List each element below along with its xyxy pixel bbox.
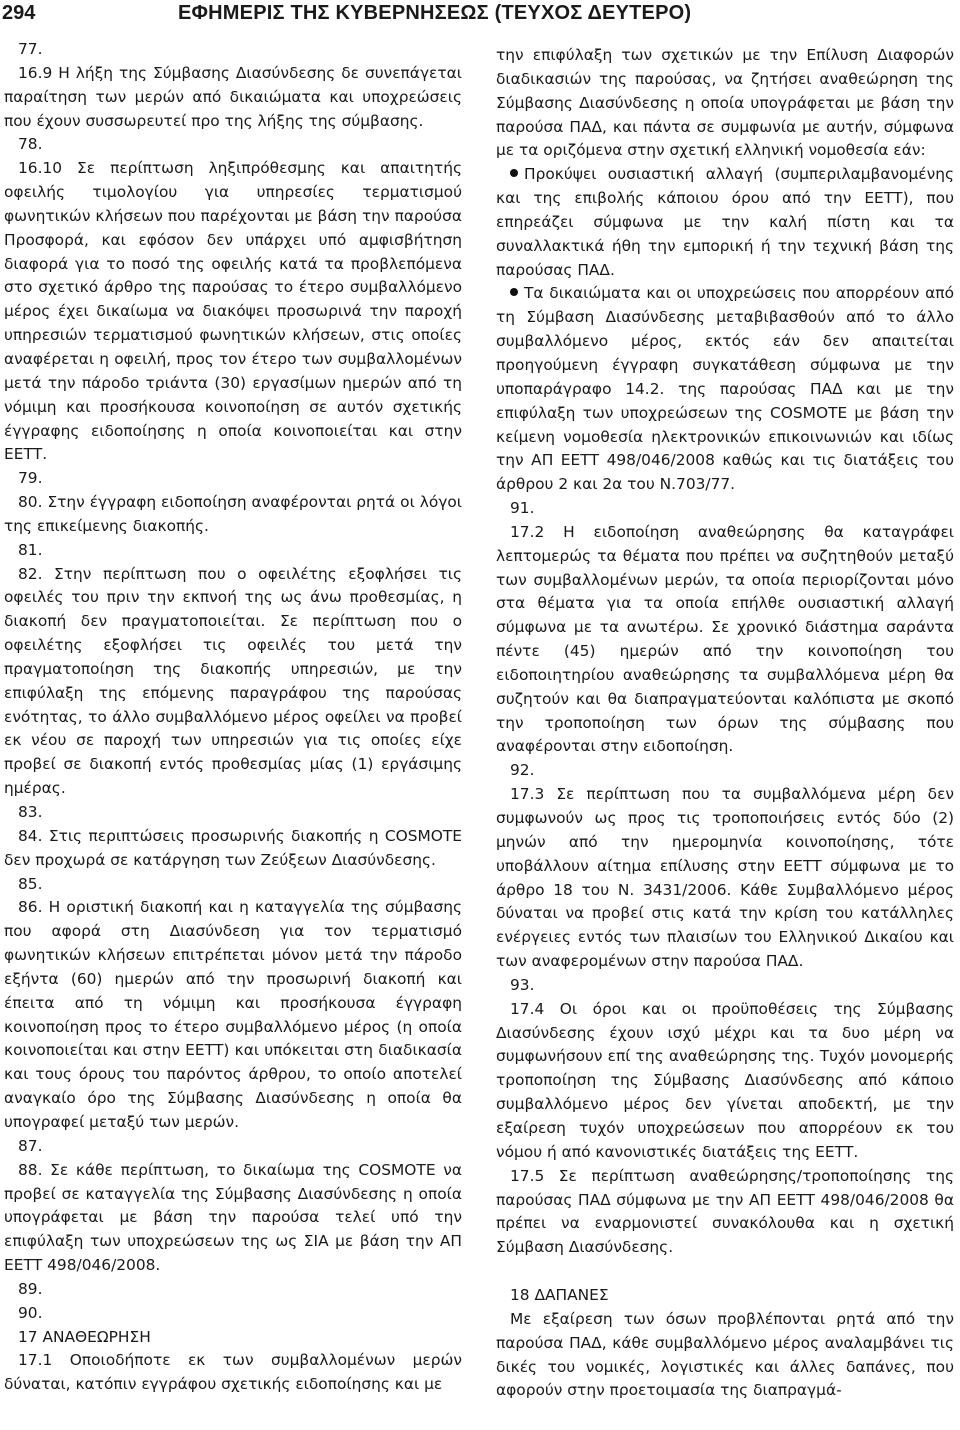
paragraph: 89. (18, 1279, 43, 1298)
bullet-item (496, 163, 954, 282)
paragraph: 84. Στις περιπτώσεις προσωρινής διακοπής η COSMOTE δεν προχωρά σε κατάργηση των Ζεύξεων Διασύνδεσης. (4, 826, 462, 869)
paragraph: 78. (18, 135, 43, 154)
bullet-dot-icon (510, 169, 518, 177)
page-number: 294 (2, 2, 36, 24)
paragraph: 16.9 Η λήξη της Σύμβασης Διασύνδεσης δε συνεπάγεται παραίτηση των μερών από δικαιώματα και υποχρεώσεις που έχουν συσσωρευτεί προ της λήξης της σύμβασης. (4, 63, 462, 130)
paragraph: 93. (510, 975, 535, 994)
bullet-text: Προκύψει ουσιαστική αλλαγή (συμπεριλαμβανομένης και της επιβολής κάποιου όρου από την ΕΕΤΤ), που επηρεάζει σύμφωνα με την καλή πίστη και τα συναλλακτικά ήθη την εμπορική ή την τεχνική βάση της παρούσας ΠΑΔ. (496, 165, 954, 279)
paragraph: Με εξαίρεση των όσων προβλέπονται ρητά από την παρούσα ΠΑΔ, κάθε συμβαλλόμενο μέρος αναλαμβάνει τις δικές του νομικές, λογιστικές και άλλες δαπάνες, που αφορούν στην προετοιμασία της διαπραγμά- (496, 1309, 954, 1400)
paragraph: 17.1 Οποιοδήποτε εκ των συμβαλλομένων μερών δύναται, κατόπιν εγγράφου σχετικής ειδοποίησης και με (4, 1351, 462, 1394)
paragraph: 16.10 Σε περίπτωση ληξιπρόθεσμης και απαιτητής οφειλής τιμολογίου για υπηρεσίες τερματισμού φωνητικών κλήσεων που παρέχονται με βάση την παρούσα Προσφορά, και εφόσον δεν υπάρχει υπό αμφισβήτηση διαφορά για το ποσό της οφειλής κατά τα προβλεπόμενα στο σχετικό άρθρο της παρούσας το έτερο συμβαλλόμενο μέρος έχει δικαίωμα να διακόψει προσωρινά την παροχή υπηρεσιών τερματισμού φωνητικών κλήσεων, στις οποίες αναφέρεται η οφειλή, προς τον έτερο των συμβαλλομένων μετά την πάροδο τριάντα (30) εργασίμων ημερών από τη νόμιμη και προσήκουσα κοινοποίηση σε αυτόν σχετικής έγγραφης ειδοποίησης η οποία κοινοποιείται και στην ΕΕΤΤ. (4, 159, 462, 464)
right-column (496, 44, 954, 1403)
section-heading-17: 17 ΑΝΑΘΕΩΡΗΣΗ (18, 1327, 151, 1346)
spacer (496, 1260, 954, 1284)
paragraph: 77. (18, 40, 43, 58)
paragraph: 17.4 Οι όροι και οι προϋποθέσεις της Σύμβασης Διασύνδεσης έχουν ισχύ μέχρι και τα δυο μέρη να συμφωνήσουν επί της αναθεώρησης της. Τυχόν μονομερής τροποποίηση της Σύμβασης Διασύνδεσης από κάποιο συμβαλλόμενο μέρος δεν γίνεται αποδεκτή, με την εξαίρεση τυχόν υποχρεώσεων που απορρέουν εκ του νόμου ή από κανονιστικές διατάξεις της ΕΕΤΤ. (496, 999, 954, 1161)
paragraph: 81. (18, 540, 43, 559)
paragraph: 80. Στην έγγραφη ειδοποίηση αναφέρονται ρητά οι λόγοι της επικείμενης διακοπής. (4, 493, 462, 535)
page-header (0, 0, 960, 40)
bullet-item (496, 282, 954, 497)
paragraph: 86. Η οριστική διακοπή και η καταγγελία της σύμβασης που αφορά στη Διασύνδεση για τον τερματισμό φωνητικών κλήσεων επιτρέπεται μόνον μετά την πάροδο εξήντα (60) ημερών από την προσωρινή διακοπή και έπειτα από τη νόμιμη και προσήκουσα έγγραφη κοινοποίηση προς το έτερο συμβαλλόμενο μέρος (η οποία κοινοποιείται και στην ΕΕΤΤ) και υπόκειται στη διαδικασία και τους όρους του παρόντος άρθρου, το οποίο αποτελεί αναγκαίο όρο της Σύμβασης Διασύνδεσης η οποία θα υπογραφεί μεταξύ των μερών. (4, 898, 462, 1131)
left-column (4, 38, 462, 1397)
paragraph: 17.2 Η ειδοποίηση αναθεώρησης θα καταγράφει λεπτομερώς τα θέματα που πρέπει να συζητηθούν μεταξύ των συμβαλλομένων μερών, τα οποία περιορίζονται μόνο στα θέματα για τα οποία επήλθε ουσιαστική αλλαγή σύμφωνα με τα ανωτέρω. Σε χρονικό διάστημα σαράντα πέντε (45) ημερών από την κοινοποίηση του ειδοποιητηρίου αναθεώρησης τα συμβαλλόμενα μέρη θα συζητούν και θα διαπραγματεύονται καλόπιστα με σκοπό την τροποποίηση των όρων της σύμβασης που αναφέρονται στην ειδοποίηση. (496, 522, 954, 756)
section-heading-18: 18 ΔΑΠΑΝΕΣ (510, 1286, 609, 1305)
bullet-text: Τα δικαιώματα και οι υποχρεώσεις που απορρέουν από τη Σύμβαση Διασύνδεσης μεταβιβασθούν από το άλλο συμβαλλόμενο μέρος, εκτός εάν δεν απαιτείται προηγούμενη έγγραφη συγκατάθεση σύμφωνα με την υποπαράγραφο 14.2. της παρούσας ΠΑΔ και με την επιφύλαξη των υποχρεώσεων της COSMOTE με βάση την κείμενη νομοθεσία ηλεκτρονικών επικοινωνιών και ιδίως την ΑΠ ΕΕΤΤ 498/046/2008 καθώς και τις διατάξεις του άρθρου 2 και 2α του Ν.703/77. (496, 284, 954, 494)
paragraph: 85. (18, 874, 43, 893)
paragraph: 17.5 Σε περίπτωση αναθεώρησης/τροποποίησης της παρούσας ΠΑΔ σύμφωνα με την ΑΠ ΕΕΤΤ 498/046/2008 θα πρέπει να εναρμονιστεί συνακόλουθα και η σχετική Σύμβαση Διασύνδεσης. (496, 1166, 954, 1257)
paragraph: 83. (18, 803, 43, 821)
paragraph: 17.3 Σε περίπτωση που τα συμβαλλόμενα μέρη δεν συμφωνούν ως προς τις τροποποιήσεις εντός δύο (2) μηνών από την ημερομηνία κοινοποίησης, τότε υποβάλλουν αίτημα επίλυσης στην ΕΕΤΤ σύμφωνα με το άρθρο 18 του Ν. 3431/2006. Κάθε Συμβαλλόμενο μέρος δύναται να προβεί στις κατά την κρίση του κατάλληλες ενέργειες εντός των πλαισίων του Ελληνικού Δικαίου και των αναφερομένων στην παρούσα ΠΑΔ. (496, 785, 954, 971)
paragraph: 91. (510, 499, 535, 518)
bullet-dot-icon (510, 288, 518, 296)
paragraph: 92. (510, 761, 535, 780)
paragraph: 87. (18, 1136, 43, 1155)
paragraph: την επιφύλαξη των σχετικών με την Επίλυση Διαφορών διαδικασιών της παρούσας, να ζητήσει αναθεώρηση της Σύμβασης Διασύνδεσης η οποία υπογράφεται με βάση την παρούσα ΠΑΔ, και πάντα σε συμφωνία με αυτήν, σύμφωνα με τα οριζόμενα στην σχετική ελληνική νομοθεσία εάν: (496, 46, 954, 160)
paragraph: 90. (18, 1303, 43, 1322)
paragraph: 82. Στην περίπτωση που ο οφειλέτης εξοφλήσει τις οφειλές του πριν την εκπνοή της ως άνω προθεσμίας, η διακοπή δεν πραγματοποιείται. Σε περίπτωση που ο οφειλέτης εξοφλήσει τις οφειλές του μετά την πραγματοποίηση της διακοπής υπηρεσιών, με την επιφύλαξη της επόμενης παραγράφου της παρούσας ενότητας, το άλλο συμβαλλόμενο μέρος οφείλει να προβεί εκ νέου σε παροχή των υπηρεσιών για τις οποίες είχε προβεί σε διακοπή εντός προθεσμίας μίας (1) εργάσιμης ημέρας. (4, 564, 462, 798)
gazette-title: ΕΦΗΜΕΡΙΣ ΤΗΣ ΚΥΒΕΡΝΗΣΕΩΣ (ΤΕΥΧΟΣ ΔΕΥΤΕΡΟ) (178, 2, 692, 24)
paragraph: 88. Σε κάθε περίπτωση, το δικαίωμα της COSMOTE να προβεί σε καταγγελία της Σύμβασης Διασύνδεσης η οποία υπογράφεται με βάση την παρούσα τελεί υπό την επιφύλαξη των υποχρεώσεων της ως ΣΙΑ με βάση την ΑΠ ΕΕΤΤ 498/046/2008. (4, 1160, 462, 1275)
paragraph: 79. (18, 469, 43, 488)
